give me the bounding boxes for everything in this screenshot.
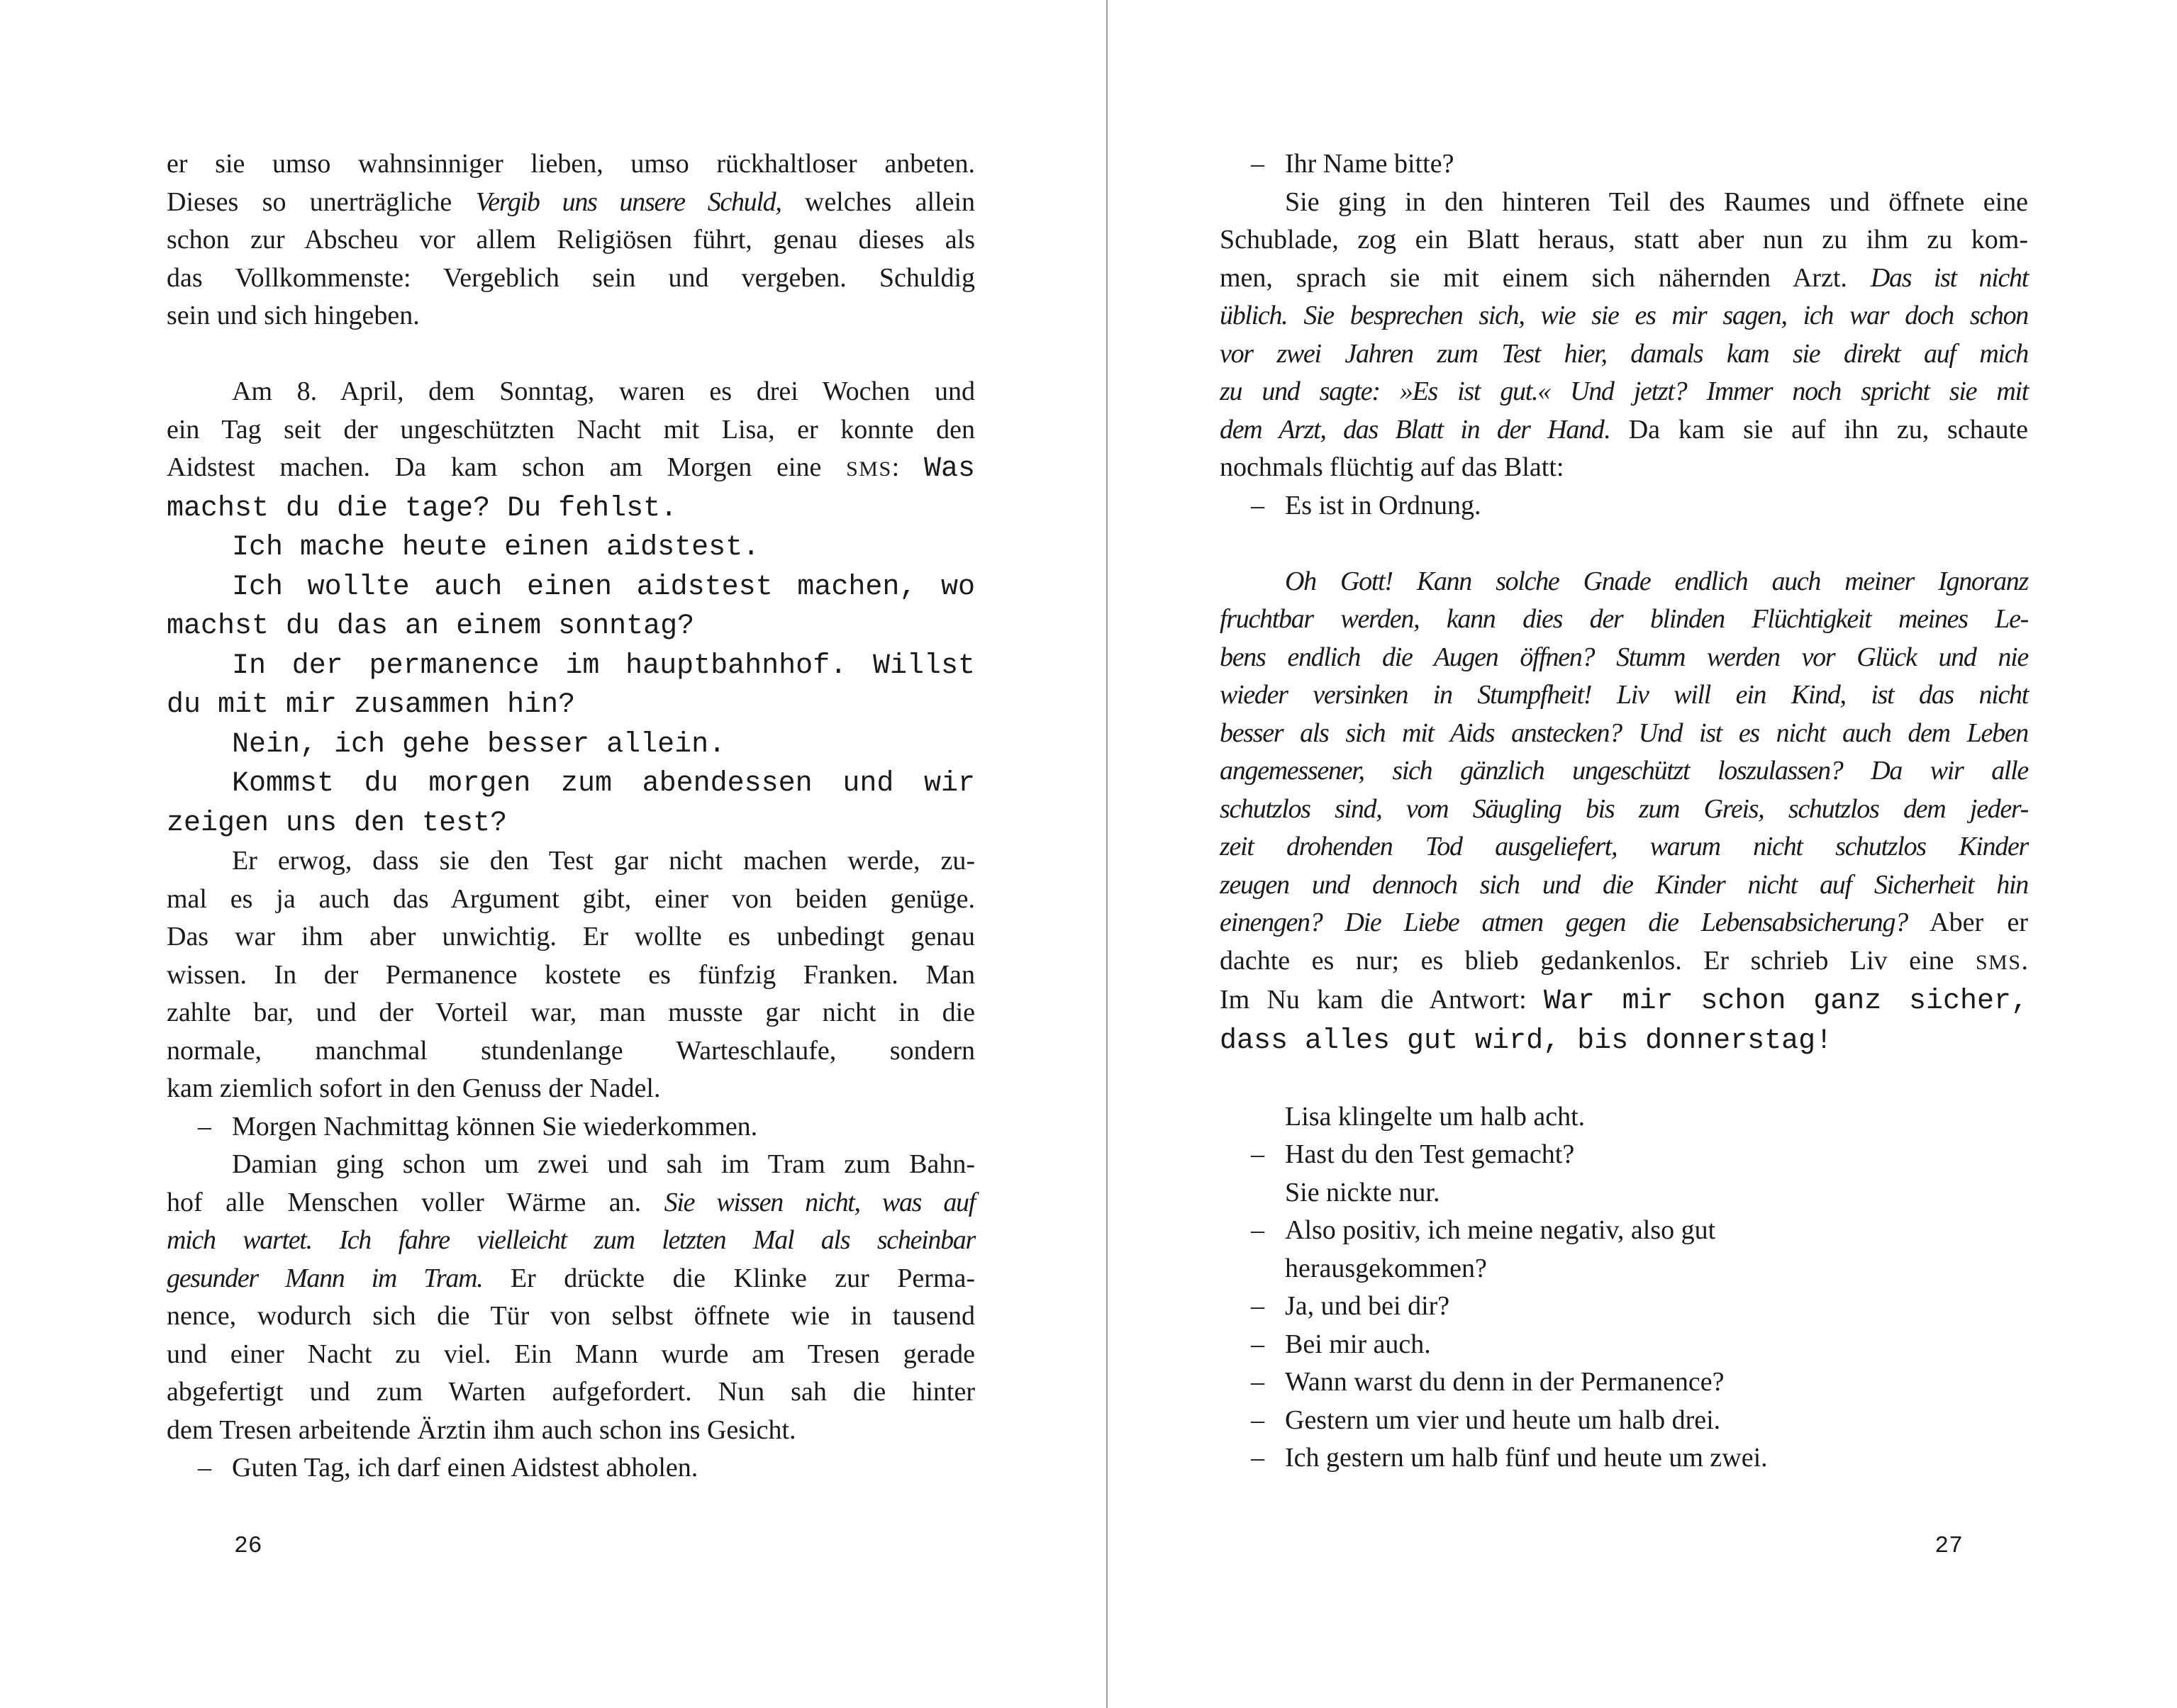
text-run-i: fruchtbar werden, kann dies der blinden Flüchtigkeit meines Le- [1220,604,2028,634]
text-run-r: men, sprach sie mit einem sich nähernden Arzt. [1220,262,1871,293]
text-line [1220,145,2028,184]
text-line [1220,1212,2028,1250]
text-line [1220,904,2028,942]
text-run-r: nochmals flüchtig auf das Blatt: [1220,452,1564,482]
text-run-r: Damian ging schon um zwei und sah im Tram zum Bahn- [232,1149,975,1179]
text-line [167,1449,975,1487]
text-run-r: . [2021,945,2028,976]
page-number-left: 26 [234,1533,262,1559]
text-run-sc: SMS [1975,950,2022,974]
text-run-i: dem Arzt, das Blatt in der Hand [1220,414,1604,445]
text-line [1220,297,2028,335]
text-run-r: sein und sich hingeben. [167,301,420,330]
text-run-m: machst du die tage? Du fehlst. [167,492,678,525]
text-run-r: Er erwog, dass sie den Test gar nicht machen werde, zu- [232,846,975,876]
text-line [167,956,975,995]
blank-line [167,335,975,374]
text-line [1220,1021,2028,1061]
text-run-r: Aidstest machen. Da kam schon am Morgen eine [167,452,847,482]
text-run-r: Also positiv, ich meine negativ, also gut [1285,1215,1716,1245]
text-line [1220,639,2028,677]
text-run-r: Im Nu kam die Antwort: [1220,985,1544,1015]
text-line [1220,791,2028,829]
page-right [1220,145,2028,1478]
text-line [167,725,975,764]
text-run-r: Ich gestern um halb fünf und heute um zwei. [1285,1443,1768,1473]
text-line [1220,1288,2028,1326]
text-run-r: Am 8. April, dem Sonntag, waren es drei Wochen und [232,376,975,406]
text-line [1220,335,2028,374]
text-line [167,685,975,725]
text-line [167,994,975,1032]
text-line [1220,259,2028,298]
text-run-r: Hast du den Test gemacht? [1285,1139,1575,1169]
text-line [1220,1363,2028,1402]
text-line [1220,1326,2028,1364]
text-line [167,842,975,881]
text-line [167,1297,975,1336]
dialogue-dash: – [1251,1139,1264,1169]
text-line [167,297,975,335]
text-run-sc: SMS [846,457,892,481]
text-run-r: Es ist in Ordnung. [1285,490,1481,520]
dialogue-dash: – [1251,149,1264,179]
text-line [1220,981,2028,1021]
text-line [167,1260,975,1298]
dialogue-dash: – [1251,490,1264,520]
text-run-r: Lisa klingelte um halb acht. [1285,1101,1586,1132]
text-line [167,1373,975,1412]
text-line [167,528,975,567]
text-line [1220,1250,2028,1288]
text-run-r: herausgekommen? [1285,1253,1487,1283]
dialogue-dash: – [1251,1215,1264,1245]
text-line [167,489,975,528]
text-run-m: War mir schon ganz sicher, [1543,986,2028,1017]
text-run-r: wissen. In der Permanence kostete es fünfzig Franken. Man [167,959,975,990]
text-run-r: mal es ja auch das Argument gibt, einer von beiden genüge. [167,883,975,914]
text-line [1220,1136,2028,1174]
dialogue-dash: – [1251,1405,1264,1435]
text-line [167,803,975,843]
text-run-m: dass alles gut wird, bis donnerstag! [1220,1025,1833,1057]
text-run-r: Ihr Name bitte? [1285,149,1454,179]
text-run-r: dachte es nur; es blieb gedankenlos. Er schrieb Liv eine [1220,945,1976,976]
text-line [1220,1402,2028,1440]
text-run-r: Schublade, zog ein Blatt heraus, statt aber nun zu ihm zu kom- [1220,225,2028,255]
text-run-r: zahlte bar, und der Vorteil war, man musste gar nicht in die [167,998,975,1027]
page-right-lines [1220,145,2028,1478]
page-gutter-divider [1106,0,1108,1708]
text-line [1220,1174,2028,1212]
text-line [167,145,975,184]
text-line [1220,752,2028,791]
text-run-m: zeigen uns den test? [167,807,508,839]
text-run-i: gesunder Mann im Tram. [167,1263,483,1293]
dialogue-dash: – [1251,1291,1264,1321]
text-line [1220,866,2028,905]
text-run-r: schon zur Abscheu vor allem Religiösen führt, genau dieses als [167,225,975,255]
text-run-m: Was [924,453,976,485]
text-line [167,1032,975,1071]
text-run-m: machst du das an einem sonntag? [167,610,695,642]
text-run-i: besser als sich mit Aids anstecken? Und ist es nicht auch dem Leben [1220,718,2028,748]
text-run-r: Gestern um vier und heute um halb drei. [1285,1405,1721,1435]
text-run-i: mich wartet. Ich fahre vielleicht zum letzten Mal als scheinbar [167,1225,975,1255]
text-line [1220,487,2028,525]
text-line [167,1336,975,1374]
text-run-r: und einer Nacht zu viel. Ein Mann wurde am Tresen gerade [167,1339,975,1369]
page-left-lines [167,145,975,1487]
text-line [1220,411,2028,450]
dialogue-dash: – [1251,1367,1264,1397]
dialogue-dash: – [198,1111,211,1142]
text-run-i: angemessener, sich gänzlich ungeschützt loszulassen? Da wir alle [1220,756,2028,786]
text-line [167,918,975,956]
text-line [167,1108,975,1146]
text-run-i: bens endlich die Augen öffnen? Stumm werden vor Glück und nie [1220,642,2028,672]
text-line [167,606,975,646]
text-line [167,646,975,686]
text-run-i: Vergib uns unsere Schuld, [475,186,781,217]
text-line [1220,184,2028,222]
text-line [1220,373,2028,411]
text-run-i: wieder versinken in Stumpfheit! Liv will ein Kind, ist das nicht [1220,680,2028,710]
text-line [1220,1098,2028,1137]
text-run-i: Sie wissen nicht, was auf [664,1187,975,1217]
text-line [1220,828,2028,866]
dialogue-dash: – [198,1453,211,1483]
text-run-r: kam ziemlich sofort in den Genuss der Nadel. [167,1073,661,1103]
text-run-m: In der permanence im hauptbahnhof. Willst [232,649,975,682]
text-line [1220,221,2028,259]
text-run-r: welches allein [781,186,976,217]
text-line [167,184,975,222]
text-run-r: Guten Tag, ich darf einen Aidstest abholen. [232,1453,698,1483]
text-run-r: dem Tresen arbeitende Ärztin ihm auch schon ins Gesicht. [167,1414,796,1445]
text-run-r: normale, manchmal stundenlange Warteschlaufe, sondern [167,1035,975,1066]
blank-line [1220,1060,2028,1098]
text-line [167,1222,975,1260]
text-run-i: einengen? Die Liebe atmen gegen die Lebensabsicherung? [1220,908,1908,937]
text-run-i: Oh Gott! Kann solche Gnade endlich auch meiner Ignoranz [1285,566,2028,596]
text-run-r: er sie umso wahnsinniger lieben, umso rückhaltloser anbeten. [167,149,975,179]
text-line [1220,715,2028,753]
text-run-r: Aber er [1907,908,2028,937]
text-line [167,764,975,803]
text-run-r: Er drückte die Klinke zur Perma- [482,1263,975,1293]
text-run-i: Das ist nicht [1870,262,2028,293]
text-run-m: Nein, ich gehe besser allein. [232,728,726,761]
text-line [1220,1439,2028,1478]
text-run-r: . Da kam sie auf ihn zu, schaute [1603,414,2028,445]
text-line [167,259,975,298]
text-line [1220,563,2028,601]
dialogue-dash: – [1251,1329,1264,1359]
text-line [167,411,975,450]
text-run-r: hof alle Menschen voller Wärme an. [167,1187,664,1217]
text-run-r: Bei mir auch. [1285,1329,1431,1359]
page-number-right: 27 [1934,1533,1963,1559]
text-run-m: Kommst du morgen zum abendessen und wir [232,768,975,800]
text-run-i: zu und sagte: »Es ist gut.« Und jetzt? Immer noch spricht sie mit [1220,376,2028,406]
text-run-r: Wann warst du denn in der Permanence? [1285,1367,1725,1397]
text-run-i: zeit drohenden Tod ausgeliefert, warum nicht schutzlos Kinder [1220,832,2028,861]
text-run-i: vor zwei Jahren zum Test hier, damals kam sie direkt auf mich [1220,338,2028,369]
text-line [167,1146,975,1184]
text-run-r: Sie nickte nur. [1285,1177,1440,1207]
text-run-r: abgefertigt und zum Warten aufgefordert. Nun sah die hinter [167,1377,975,1407]
text-line [167,881,975,919]
blank-line [1220,525,2028,563]
text-line [167,1184,975,1222]
text-run-i: schutzlos sind, vom Säugling bis zum Greis, schutzlos dem jeder- [1220,793,2028,824]
text-line [1220,601,2028,639]
text-run-r: : [891,452,924,482]
text-run-r: Ja, und bei dir? [1285,1291,1450,1321]
text-run-i: zeugen und dennoch sich und die Kinder nicht auf Sicherheit hin [1220,869,2028,900]
text-line [167,449,975,489]
text-run-m: Ich wollte auch einen aidstest machen, wo [232,571,975,603]
text-run-r: nence, wodurch sich die Tür von selbst öffnete wie in tausend [167,1301,975,1331]
text-run-i: üblich. Sie besprechen sich, wie sie es mir sagen, ich war doch schon [1220,301,2028,330]
text-run-r: Morgen Nachmittag können Sie wiederkommen. [232,1111,758,1142]
text-run-r: ein Tag seit der ungeschützten Nacht mit Lisa, er konnte den [167,414,975,445]
text-line [1220,449,2028,487]
text-run-r: das Vollkommenste: Vergeblich sein und vergeben. Schuldig [167,262,975,293]
page-left [167,145,975,1487]
text-line [167,1070,975,1108]
dialogue-dash: – [1251,1443,1264,1473]
text-line [167,567,975,607]
text-line [167,221,975,259]
text-line [167,1412,975,1450]
text-line [167,373,975,411]
text-run-r: Dieses so unerträgliche [167,186,476,217]
text-line [1220,942,2028,982]
text-run-r: Sie ging in den hinteren Teil des Raumes und öffnete eine [1285,186,2028,217]
text-line [1220,676,2028,715]
text-run-m: du mit mir zusammen hin? [167,689,576,721]
text-run-m: Ich mache heute einen aidstest. [232,532,760,564]
text-run-r: Das war ihm aber unwichtig. Er wollte es unbedingt genau [167,922,975,951]
